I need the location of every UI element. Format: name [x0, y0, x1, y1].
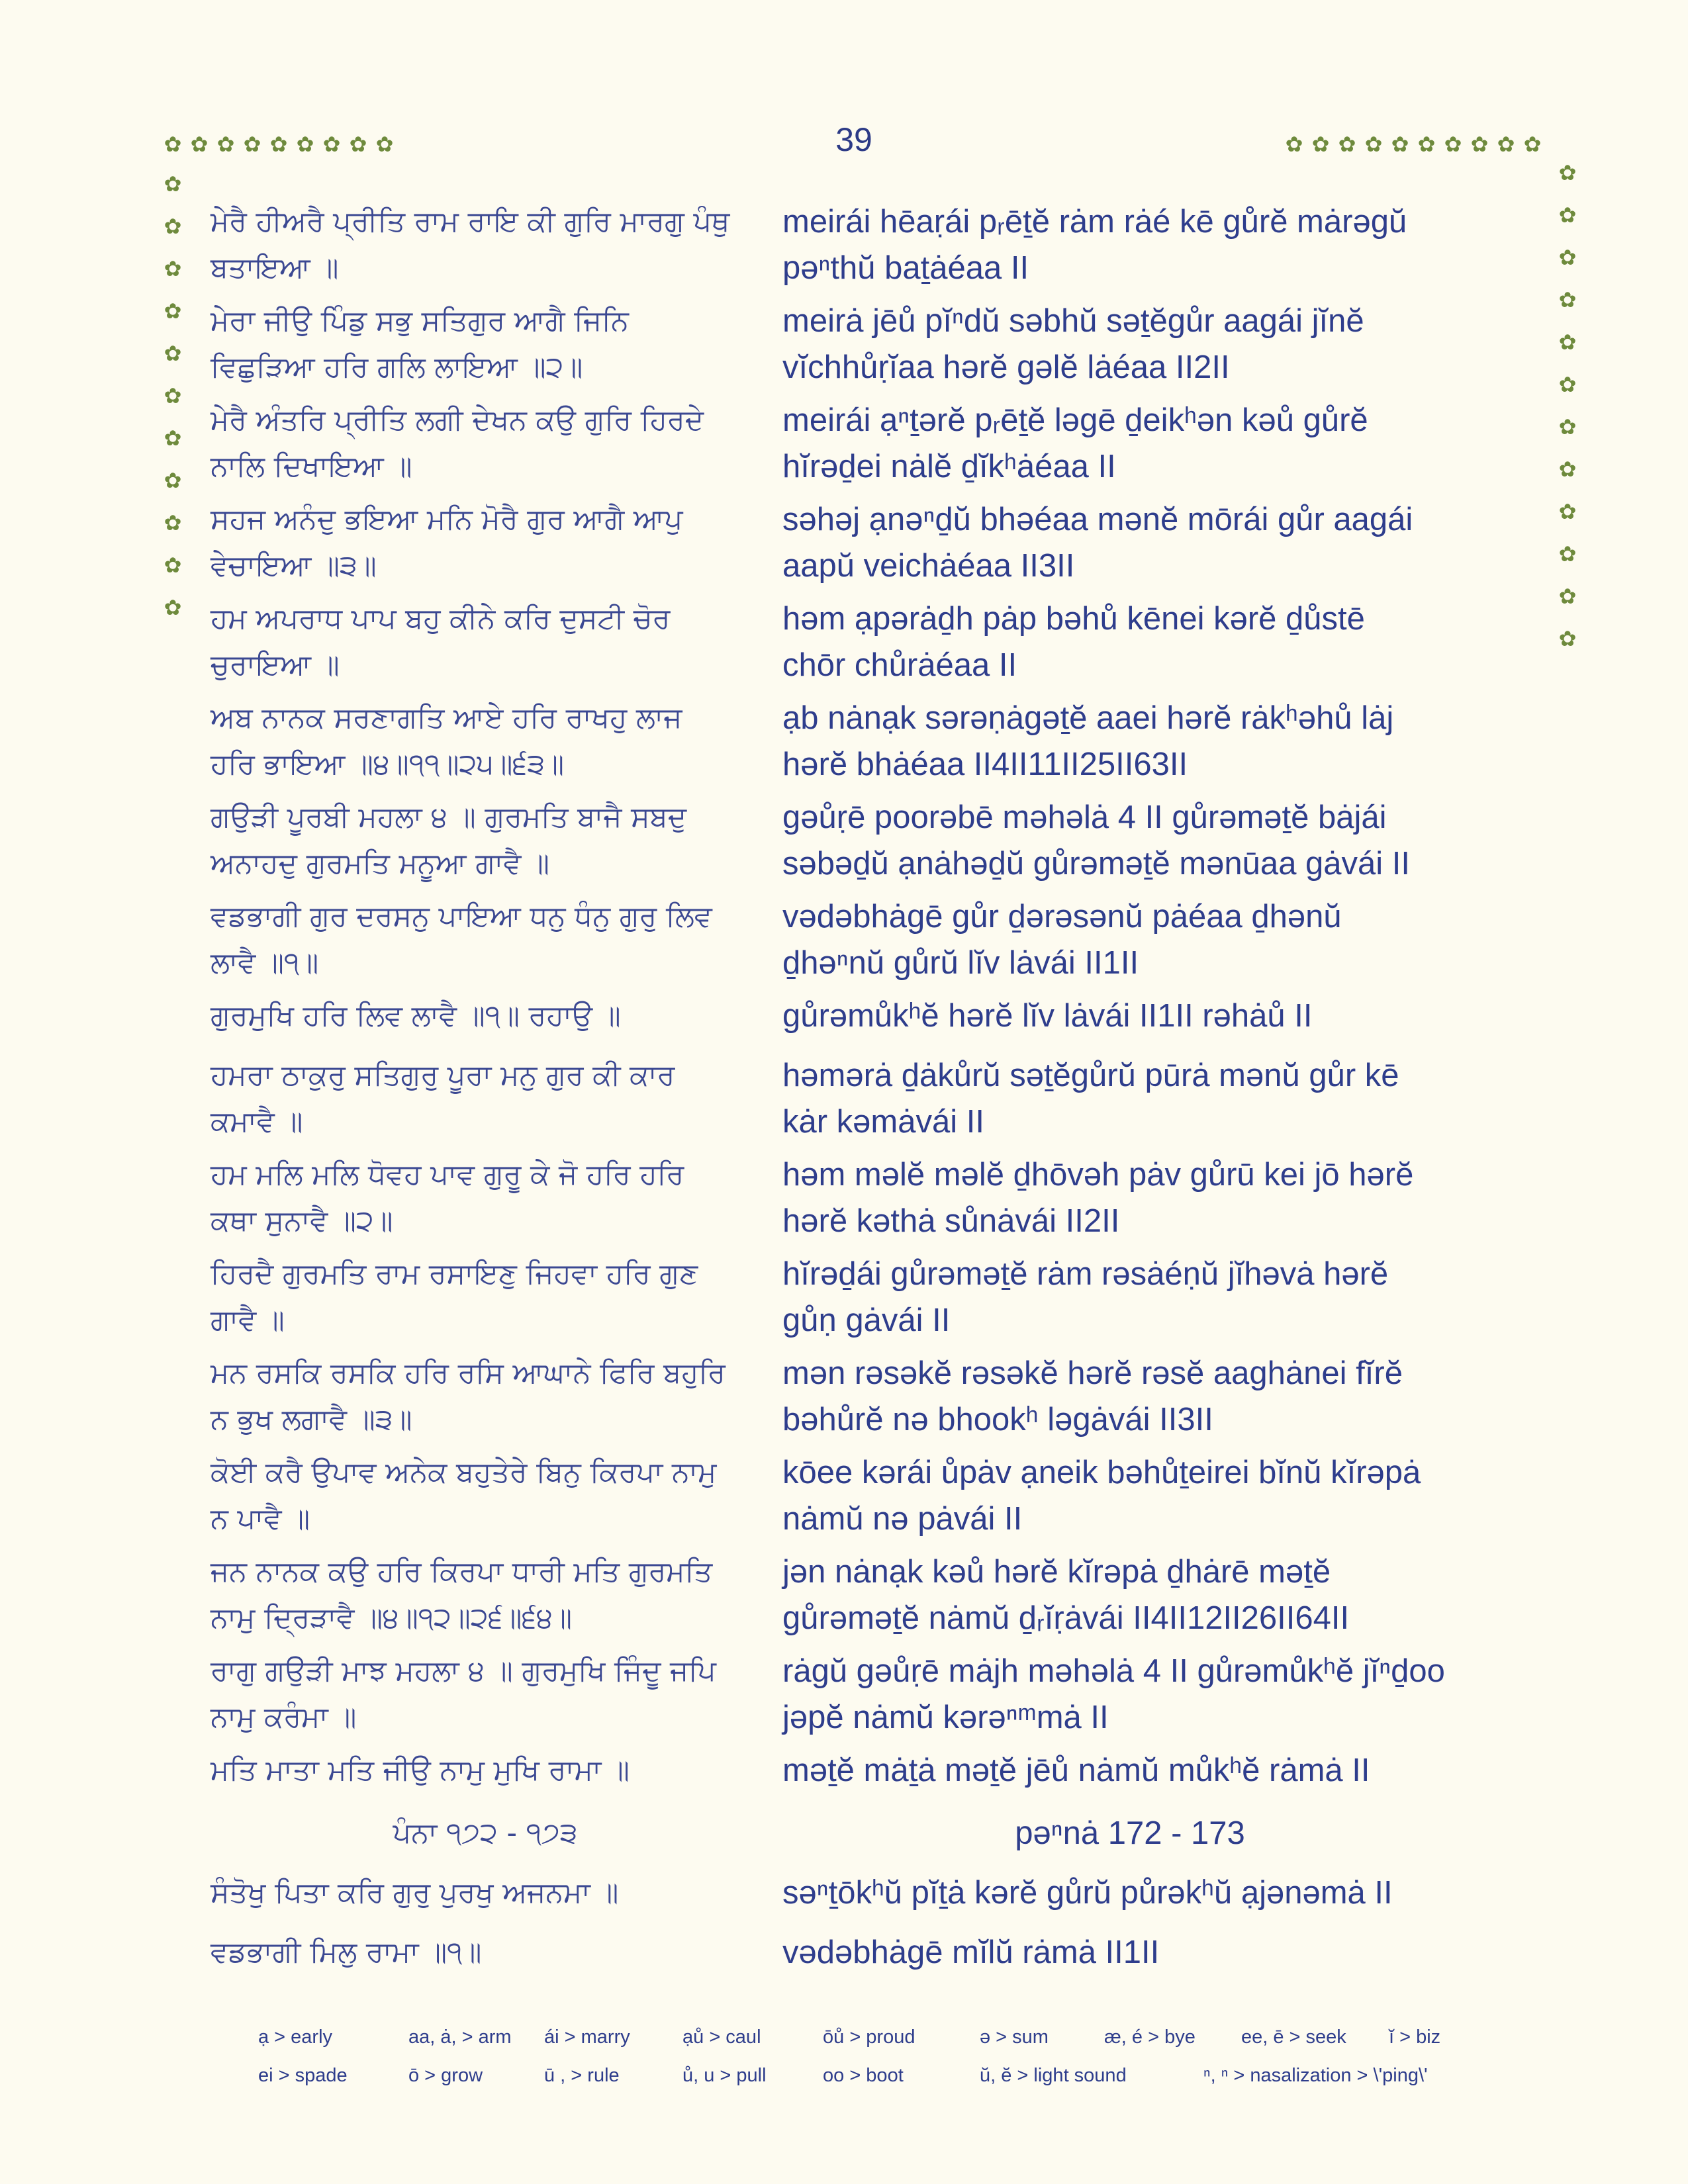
page-number: 39 [835, 121, 872, 158]
legend-item: ạů > caul [682, 2026, 761, 2048]
flower-ornament-icon: ✿ [1558, 457, 1577, 482]
flower-ornament-icon: ✿ [164, 341, 182, 366]
transliteration-line: meirái ạⁿṯərĕ pᵣēṯĕ ləgē ḏeikʰən kəů gůrĕ hĭrəḏei nȧlĕ ḏĭkʰȧéaa II [782, 402, 1368, 484]
flower-ornament-icon: ✿ [164, 595, 182, 620]
gurmukhi-line: ਕੋਈ ਕਰੈ ਉਪਾਵ ਅਨੇਕ ਬਹੁਤੇਰੇ ਬਿਨੁ ਕਿਰਪਾ ਨਾਮੁ ਨ ਪਾਵੈ ॥ [211, 1456, 717, 1535]
gurmukhi-line: ਅਬ ਨਾਨਕ ਸਰਣਾਗਤਿ ਆਏ ਹਰਿ ਰਾਖਹੁ ਲਾਜ ਹਰਿ ਭਾਇਆ ॥੪॥੧੧॥੨੫॥੬੩॥ [211, 702, 682, 781]
transliteration-line: səhəj ạnəⁿḏŭ bhəéaa mənĕ mōrái gůr aagái aapŭ veichȧéaa II3II [782, 502, 1413, 584]
flower-ornament-icon: ✿ [164, 298, 182, 324]
transliteration-line: həm ạpərȧḏh pȧp bəhů kēnei kərĕ ḏůstē chōr chůrȧéaa II [782, 601, 1365, 683]
flower-ornament-icon: ✿ [1558, 203, 1577, 228]
flower-ornament-icon: ✿ [375, 132, 394, 157]
legend-item: ei > spade [258, 2065, 348, 2086]
transliteration-line: hĭrəḏái gůrəməṯĕ rȧm rəsȧéṇŭ jĭhəvȧ hərĕ gůṇ gȧvái II [782, 1256, 1389, 1338]
legend-item: ōů > proud [823, 2026, 915, 2048]
transliteration-line: həm məlĕ məlĕ ḏhōvəh pȧv gůrū kei jō hərĕ hərĕ kəthȧ sůnȧvái II2II [782, 1157, 1414, 1239]
page-ref-transliteration: pəⁿnȧ 172 - 173 [1015, 1815, 1245, 1851]
gurmukhi-line: ਸੰਤੋਖੁ ਪਿਤਾ ਕਰਿ ਗੁਰੁ ਪੁਰਖੁ ਅਜਨਮਾ ॥ [211, 1876, 619, 1909]
transliteration-line: vədəbhȧgē gůr ḏərəsənŭ pȧéaa ḏhənŭ ḏhəⁿnŭ gůrŭ lĭv lȧvái II1II [782, 899, 1342, 981]
flower-ornament-icon: ✿ [1558, 584, 1577, 609]
gurmukhi-line: ਸਹਜ ਅਨੰਦੁ ਭਇਆ ਮਨਿ ਮੋਰੈ ਗੁਰ ਆਗੈ ਆਪੁ ਵੇਚਾਇਆ ॥੩॥ [211, 503, 683, 582]
legend-item: aa, ȧ, > arm [408, 2026, 512, 2048]
legend-item: ə > sum [980, 2026, 1049, 2048]
flower-ornament-icon: ✿ [1497, 132, 1515, 157]
gurmukhi-line: ਮਤਿ ਮਾਤਾ ਮਤਿ ਜੀਉ ਨਾਮੁ ਮੁਖਿ ਰਾਮਾ ॥ [211, 1754, 630, 1787]
legend-item: ů, u > pull [682, 2065, 767, 2086]
flower-ornament-icon: ✿ [164, 256, 182, 281]
transliteration-line: rȧgŭ gəůṛē mȧjh məhəlȧ 4 II gůrəmůkʰĕ jĭⁿḏoo jəpĕ nȧmŭ kərəⁿᵐmȧ II [782, 1653, 1445, 1735]
flower-ornament-icon: ✿ [216, 132, 235, 157]
legend-item: ạ > early [258, 2026, 333, 2048]
flower-ornament-icon: ✿ [1558, 541, 1577, 567]
flower-ornament-icon: ✿ [1558, 414, 1577, 439]
flower-ornament-icon: ✿ [1558, 372, 1577, 397]
flower-ornament-icon: ✿ [164, 468, 182, 493]
gurmukhi-line: ਰਾਗੁ ਗਉੜੀ ਮਾਝ ਮਹਲਾ ੪ ॥ ਗੁਰਮੁਖਿ ਜਿੰਦੂ ਜਪਿ ਨਾਮੁ ਕਰੰਮਾ ॥ [211, 1655, 716, 1734]
transliteration-line: səⁿṯōkʰŭ pĭṯȧ kərĕ gůrŭ půrəkʰŭ ạjənəmȧ II [782, 1875, 1393, 1911]
flower-ornament-icon: ✿ [269, 132, 288, 157]
gurmukhi-line: ਹਿਰਦੈ ਗੁਰਮਤਿ ਰਾਮ ਰਸਾਇਣੁ ਜਿਹਵਾ ਹਰਿ ਗੁਣ ਗਾਵੈ ॥ [211, 1257, 698, 1337]
transliteration-line: məṯĕ mȧṯȧ məṯĕ jēů nȧmŭ můkʰĕ rȧmȧ II [782, 1752, 1370, 1788]
legend-item: ⁿ, ⁿ > nasalization > \'ping\' [1203, 2065, 1428, 2086]
flower-ornament-icon: ✿ [1558, 499, 1577, 524]
flower-ornament-icon: ✿ [1558, 330, 1577, 355]
transliteration-line: kōee kərái ůpȧv ạneik bəhůṯeirei bĭnŭ kĭrəpȧ nȧmŭ nə pȧvái II [782, 1455, 1421, 1537]
gurmukhi-line: ਵਡਭਾਗੀ ਮਿਲੁ ਰਾਮਾ ॥੧॥ [211, 1936, 482, 1969]
flower-ornament-icon: ✿ [164, 510, 182, 535]
flower-ornament-icon: ✿ [1558, 287, 1577, 312]
flower-ornament-icon: ✿ [164, 132, 182, 157]
page-ref-gurmukhi: ਪੰਨਾ ੧੭੨ - ੧੭੩ [393, 1817, 578, 1850]
legend-item: ĭ > biz [1389, 2026, 1441, 2048]
gurmukhi-line: ਗਉੜੀ ਪੂਰਬੀ ਮਹਲਾ ੪ ॥ ਗੁਰਮਤਿ ਬਾਜੈ ਸਬਦੁ ਅਨਾਹਦੁ ਗੁਰਮਤਿ ਮਨੂਆ ਗਾਵੈ ॥ [211, 801, 687, 880]
legend-item: ō > grow [408, 2065, 483, 2086]
flower-ornament-icon: ✿ [164, 171, 182, 197]
gurmukhi-line: ਗੁਰਮੁਖਿ ਹਰਿ ਲਿਵ ਲਾਵੈ ॥੧॥ ਰਹਾਉ ॥ [211, 999, 621, 1032]
transliteration-line: jən nȧnạk kəů hərĕ kĭrəpȧ ḏhȧrē məṯĕ gůrəməṯĕ nȧmŭ ḏᵣĭṛȧvái II4II12II26II64II [782, 1554, 1350, 1636]
gurmukhi-line: ਵਡਭਾਗੀ ਗੁਰ ਦਰਸਨੁ ਪਾਇਆ ਧਨੁ ਧੰਨੁ ਗੁਰੁ ਲਿਵ ਲਾਵੈ ॥੧॥ [211, 900, 712, 979]
flower-ornament-icon: ✿ [190, 132, 209, 157]
flower-ornament-icon: ✿ [164, 383, 182, 408]
gurmukhi-line: ਜਨ ਨਾਨਕ ਕਉ ਹਰਿ ਕਿਰਪਾ ਧਾਰੀ ਮਤਿ ਗੁਰਮਤਿ ਨਾਮੁ ਦ੍ਰਿੜਾਵੈ ॥੪॥੧੨॥੨੬॥੬੪॥ [211, 1555, 713, 1635]
legend-item: ŭ, ĕ > light sound [980, 2065, 1127, 2086]
transliteration-line: meirái hēaṛái pᵣēṯĕ rȧm rȧé kē gůrĕ mȧrəgŭ pəⁿthŭ baṯȧéaa II [782, 204, 1407, 286]
transliteration-line: meirȧ jēů pĭⁿdŭ səbhŭ səṯĕgůr aagái jĭnĕ vĭchhůṛĭaa hərĕ gəlĕ lȧéaa II2II [782, 303, 1364, 385]
legend-item: oo > boot [823, 2065, 904, 2086]
flower-ornament-icon: ✿ [1523, 132, 1542, 157]
transliteration-line: mən rəsəkĕ rəsəkĕ hərĕ rəsĕ aaghȧnei fĭrĕ bəhůrĕ nə bhookʰ ləgȧvái II3II [782, 1355, 1403, 1437]
legend-item: æ, é > bye [1104, 2026, 1196, 2048]
flower-ornament-icon: ✿ [164, 553, 182, 578]
flower-ornament-icon: ✿ [349, 132, 367, 157]
flower-ornament-icon: ✿ [164, 214, 182, 239]
flower-ornament-icon: ✿ [1391, 132, 1409, 157]
flower-ornament-icon: ✿ [296, 132, 314, 157]
flower-ornament-icon: ✿ [1470, 132, 1489, 157]
flower-ornament-icon: ✿ [1417, 132, 1436, 157]
flower-ornament-icon: ✿ [322, 132, 341, 157]
gurmukhi-line: ਹਮਰਾ ਠਾਕੁਰੁ ਸਤਿਗੁਰੁ ਪੂਰਾ ਮਨੁ ਗੁਰ ਕੀ ਕਾਰ ਕਮਾਵੈ ॥ [211, 1059, 675, 1138]
gurmukhi-line: ਹਮ ਅਪਰਾਧ ਪਾਪ ਬਹੁ ਕੀਨੇ ਕਰਿ ਦੁਸਟੀ ਚੋਰ ਚੁਰਾਇਆ ॥ [211, 602, 671, 682]
transliteration-line: gəůṛē poorəbē məhəlȧ 4 II gůrəməṯĕ bȧjái səbəḏŭ ạnȧhəḏŭ gůrəməṯĕ mənūaa gȧvái II [782, 799, 1411, 882]
gurmukhi-line: ਮੇਰੈ ਅੰਤਰਿ ਪ੍ਰੀਤਿ ਲਗੀ ਦੇਖਨ ਕਉ ਗੁਰਿ ਹਿਰਦੇ ਨਾਲਿ ਦਿਖਾਇਆ ॥ [211, 404, 704, 483]
legend-item: ái > marry [544, 2026, 630, 2048]
flower-ornament-icon: ✿ [243, 132, 261, 157]
flower-ornament-icon: ✿ [1444, 132, 1462, 157]
flower-ornament-icon: ✿ [1311, 132, 1330, 157]
flower-ornament-icon: ✿ [1364, 132, 1383, 157]
transliteration-line: ạb nȧnạk sərəṇȧgəṯĕ aaei hərĕ rȧkʰəhů lȧj hərĕ bhȧéaa II4II11II25II63II [782, 700, 1394, 782]
transliteration-line: gůrəmůkʰĕ hərĕ lĭv lȧvái II1II rəhȧů II [782, 998, 1313, 1034]
flower-ornament-icon: ✿ [1285, 132, 1303, 157]
flower-ornament-icon: ✿ [1558, 626, 1577, 651]
gurmukhi-line: ਮੇਰਾ ਜੀਉ ਪਿੰਡੁ ਸਭੁ ਸਤਿਗੁਰ ਆਗੈ ਜਿਨਿ ਵਿਛੁੜਿਆ ਹਰਿ ਗਲਿ ਲਾਇਆ ॥੨॥ [211, 304, 629, 384]
gurmukhi-line: ਮੇਰੈ ਹੀਅਰੈ ਪ੍ਰੀਤਿ ਰਾਮ ਰਾਇ ਕੀ ਗੁਰਿ ਮਾਰਗੁ ਪੰਥੁ ਬਤਾਇਆ ॥ [211, 205, 730, 285]
transliteration-line: vədəbhȧgē mĭlŭ rȧmȧ II1II [782, 1934, 1160, 1970]
flower-ornament-icon: ✿ [1338, 132, 1356, 157]
flower-ornament-icon: ✿ [1558, 160, 1577, 185]
transliteration-line: həmərȧ ḏȧkůrŭ səṯĕgůrŭ pūrȧ mənŭ gůr kē kȧr kəmȧvái II [782, 1058, 1399, 1140]
legend-item: ū , > rule [544, 2065, 620, 2086]
gurmukhi-line: ਹਮ ਮਲਿ ਮਲਿ ਧੋਵਹ ਪਾਵ ਗੁਰੂ ਕੇ ਜੋ ਹਰਿ ਹਰਿ ਕਥਾ ਸੁਨਾਵੈ ॥੨॥ [211, 1158, 684, 1238]
gurmukhi-line: ਮਨ ਰਸਕਿ ਰਸਕਿ ਹਰਿ ਰਸਿ ਆਘਾਨੇ ਫਿਰਿ ਬਹੁਰਿ ਨ ਭੁਖ ਲਗਾਵੈ ॥੩॥ [211, 1357, 726, 1436]
flower-ornament-icon: ✿ [1558, 245, 1577, 270]
flower-ornament-icon: ✿ [164, 426, 182, 451]
legend-item: ee, ē > seek [1241, 2026, 1346, 2048]
